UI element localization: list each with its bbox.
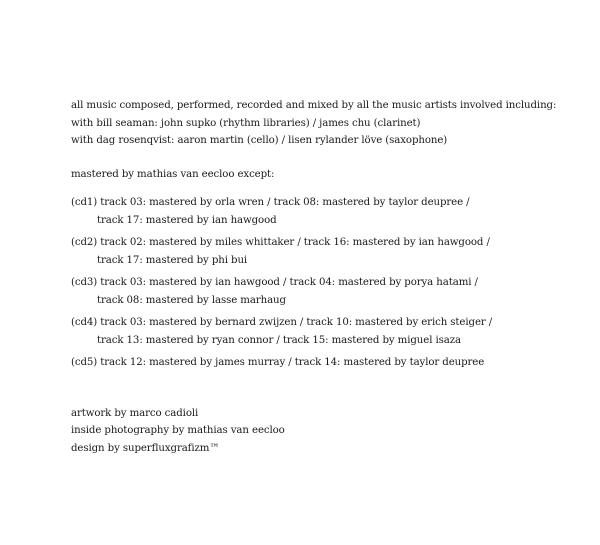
cd-credit-line: (cd4) track 03: mastered by bernard zwijzen / track 10: mastered by erich steiger / [71,317,493,328]
intro-section [71,97,591,150]
cd-credit-line-indented: track 17: mastered by ian hawgood [97,214,277,226]
cd5-credits [71,354,591,372]
artwork-line: design by superfluxgrafizm™ [71,442,220,454]
intro-line: with bill seaman: john supko (rhythm libraries) / james chu (clarinet) [71,117,421,129]
intro-line: all music composed, performed, recorded and mixed by all the music artists involved including: [71,100,557,111]
mastering-heading-section [71,166,591,184]
cd-credit-line: (cd5) track 12: mastered by james murray / track 14: mastered by taylor deupree [71,357,485,368]
cd1-credits [71,194,591,229]
cd3-credits [71,274,591,309]
artwork-section [71,405,591,458]
cd-credit-line-indented: track 08: mastered by lasse marhaug [97,294,286,306]
intro-line: with dag rosenqvist: aaron martin (cello) / lisen rylander löve (saxophone) [71,135,448,146]
cd2-credits [71,234,591,269]
cd-credit-line-indented: track 17: mastered by phi bui [97,254,248,266]
artwork-line: artwork by marco cadioli [71,407,199,419]
artwork-line: inside photography by mathias van eecloo [71,425,285,436]
cd4-credits [71,314,591,349]
mastering-heading: mastered by mathias van eecloo except: [71,168,275,180]
cd-credit-line-indented: track 13: mastered by ryan connor / track 15: mastered by miguel isaza [97,334,461,346]
cd-credit-line: (cd2) track 02: mastered by miles whittaker / track 16: mastered by ian hawgood / [71,237,490,248]
credits-text-block [71,97,591,457]
cd-credit-line: (cd3) track 03: mastered by ian hawgood / track 04: mastered by porya hatami / [71,277,478,288]
cd-credit-line: (cd1) track 03: mastered by orla wren / track 08: mastered by taylor deupree / [71,197,470,208]
